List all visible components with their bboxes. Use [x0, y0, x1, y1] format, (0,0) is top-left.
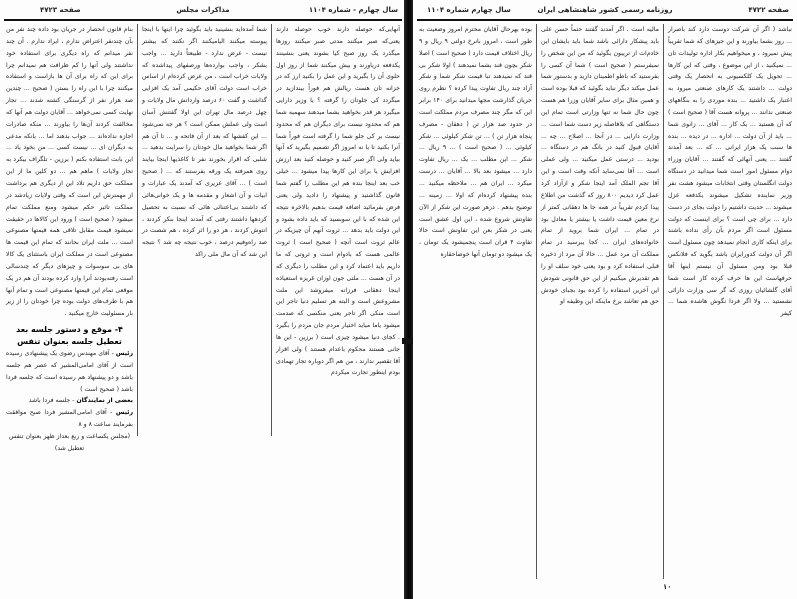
- closing-entry: [6, 395, 133, 407]
- left-header-rule: [4, 19, 402, 21]
- right-page: [413, 0, 797, 599]
- section-heading-line2: تعطیل جلسه بعنوان تنفس: [17, 337, 122, 346]
- right-page-column-right: [668, 24, 792, 579]
- left-page-column-middle: [142, 24, 267, 436]
- right-header-page-number: صفحه ۴۷۲۲: [748, 6, 789, 14]
- right-page-column-left: [419, 24, 532, 579]
- left-header-page-number: صفحه ۴۷۲۳: [40, 6, 81, 14]
- page-number-footer: ۱۰: [663, 583, 672, 591]
- column-text: مالیه است . اگر آمدند گفتند حتماً حسن علی باید پیشکار دارائی باشد شما باید بایشان این خادم‌ات از تریبون بگوئید که من این شخص را نمیفرستم ( صحیح است ) شما آن کسی را بفرستید که باطو اطمینان دارید و بدستور شما عمل میکند دیگر نباید بگوئید که قبلا بوده است و همین مثال برای سایر آقایان وزرا هم هست چون حال شما نه تنها وزارتی است تمام این دستگاهی که بلافاصله زیر دست شما است ... وزارت دارایی ... در آنجا ... اصلاح ... چه ... آقایان قبول کنید در بانگ هم در دستگاه ... بودید ... درستی عمل میکنید ... ولی عملی است ... آقا نمی‌ساید آنکه وقت است و این آقا تجم الملک آمد اینجا شکر و ازآزاد کرد عمل کرد دیدیم ۸۰۰ روز که گذشت من اطلاع پیدا کردم تقریباً در همه جا ها دهقانی کمتر از نرخ معین قیمت داشت یا بیشتر یا معادل بود در تمام ... ایران شما بروید از تمام خانواده‌های ایران ... کجا یبرسید در تمام مملکت آن مرد عمل ... حالا آن مرد از ذخیره قبلی استفاده کرد و بود یعنی خود سلف او را هم تقدیرش میکنیم از این حق قانونی شودش این آخرین استفاده را کرده بود بجبای خودش حق هم تعاشد برخ ماینکه این وظیفه او: [541, 26, 659, 306]
- adjournment-note: (مجلس یکساعت و ربع بعداز ظهر بعنوان تنفس تعطیل شد): [8, 432, 131, 452]
- right-page-column-middle: [541, 24, 659, 579]
- closing-entry: [6, 348, 133, 395]
- right-header-title: روزنامه رسمی کشور شاهنشاهی ایران: [537, 6, 673, 14]
- right-page-header: [413, 6, 797, 19]
- left-header-title: مذاکرات مجلس: [176, 6, 230, 14]
- column-divider: [271, 24, 272, 436]
- right-header-issue: سال چهارم شماره ۱۱۰۴: [427, 6, 511, 14]
- closing-entry: [6, 407, 133, 431]
- left-header-issue: سال چهارم - شماره ۱۱۰۴: [308, 6, 398, 14]
- speech-text: - جلسه فردا باشد: [28, 397, 75, 405]
- column-divider: [536, 24, 537, 579]
- section-heading-line1: ۴- موقع و دستور جلسه بعد: [16, 325, 123, 334]
- column-text: بوده بهرحال آقایان محترم امروز وضعیت به طور است ، امروز بانرخ دولتی ۹ ریال و ۹ ریال اختلاف قیمت دارد ( صحیح است ) اصلا شکر بچون قند بشما نمیدهند ) اولا شکر بی قند که نمیدهند تبا قیمت شکر شما و شکر آزاد چند ریال تفاوت پیدا کرده ؟ نظرم روی جریان گذارشت مجها میدانید برای ۱۴۰ برابر این که مگر چند مصرف مردم مملکت است در حدود صد هزار تن ( دهقان - مصرف پنجاه هزار تن ) ... تن شکر کیلوئی ... شکر کیلوئی ... ( صحیح است ) ... ۹ ریال ... شکر ... این مطلب ... یک ... ریال تفاوت دارد ... میشود بعد بالا ... آقایان ... درست میکرد ... ایران هم ... ملاحظه میکنید ... بنده پیشنهاد کرده‌ام که اولا ... زمینه ... توضیح بدهم . درهر صورت این شکر از الآن تفاوتش شروع شده ، این اول عشق است یعنی در شکر بعن این تفاوتش است حالا تفاوت ۴ قران است پنجمیشود یک تومان ، یک میشود دو تومان آنها خوصاحقاره: [419, 26, 532, 259]
- speech-text: - آقای مهندس رضوی یک پیشنهادی رسیده است از آقای امامی‌المشیر که عصر هم جلسه باشد و دو پیشنهاد هم رسیده است که جلسه فردا باشد ( صحیح است ): [6, 350, 133, 393]
- column-text: آنهایی‌که حوصله دارند خوب حوصله دارند یعنی‌که صبر میکنند مدتی صبر میکنند روزها میگذرد یک روز صبح کیا بشوند یعنی بنشینند یکدفعه دریاورند و بیش میکنند شما از روز اول حلوی آن را بگیرید و این عمل را بکنید ارز که در خزانه تان هست ریالش هم فوراً بیندازید در میگردد کی جلوتان را گرفته ؟ یا وزیر دارایی میگیرد هر قدر بخواهید بشما میدهند سهمیه شما هم که محدود نیست برای دیگران هم که محدود نیست بر کی جلو شما را گرفته است فوراً شما آنرا بکنید تا یا نه امروز اگر تصمیم بگیرید که آنها بیاید ولی اگر صبر کنید و حوصله کنید بعد ارزش افزایش یا برای این کارها پیدا میشود ... خیلی خب بعد اینجا بنده هم این مطلب را گفتم شما قانون گذاشتید و پیشنهاد را دادید ولی یعنی فرض بفرمائید اضافه قیمت بدهیم بالاخره نتیجه این شده که با این سوبسید که باید داده بشود و این دولت باید بدهد ... ثروت آنهم آن چیزیکه در عالم ثروت است آنچه ( صحیح است ) ثروت عالمی هست که بادوام است و ثروتی که ما داریم باید اعتماد کرد و این مطلب را دیگری که در آن هست ... ملتی جون اوزان غریزه استعیاذه اینجا دهقانی فرزانه میفروشد این ملت مشروعش است و البته هر تسلیم دنیا تاجر این است منکی اگر تاجر یعنی منکسی که صدمت میشود یاما میاید اختیار مردم جان مردم را بگیرد . کجای دنیا میشود چیزی است ( برزین - این ها جانی هستند محکوم باعدام هستند ) ولی اقرار آقا تقصیر ندارند ، من هم اگر دوباره تجار تهمادی بودم اینطور تجارت میکردم: [276, 26, 400, 377]
- speaker-name: رئیس: [115, 350, 134, 357]
- left-page-column-right: [276, 24, 400, 436]
- speaker-name: بعضی از نمایندگان: [76, 397, 133, 405]
- right-header-rule: [417, 19, 793, 21]
- column-text: نباشد ( اگر آن شرکت دوست دارد کند باصرار ... روز بشما بیاورند و این جیزهای که شما تقریباً پیش نمیرود ، و میخواهیم بکار اداره تولیدات تان ... نمیکنید ، از این موضوع ، وقتی که این کارها ... تحویل یک کلکسیونی به انحصار یک وقتی دولت ... داشتند یک کارهای صنعتی میرود به اعتبار یک داشتید ... بنده موردی را به بنگاههای صنعتی ندانند ... پروانه هست آقا ( صحیح است ) که آن هستید ... یک کار ... آقای ... زانوی شما ... باید از آن دولت ... اداره ... در دیده ... بنده ها سبب یک هزار ایرانی ... که ... بعد آمدند گفتند ... یعنی آنهائی که گفتند ... آقایان وزراء دوام مسئول امور است شما میدانید در دستگاه دولت انگلستان وقتی انتخابات میشود هشت نفر وزیر نماینده تشکیل میشوند یکدفعه عزل میشوند ... حدیث داشتیم را دولت بجای در دست دارد ... برای چی است ؟ برای اینست که دولت مسئول است اگر مردم بآن رأی نداده باشند برای اینکه کاری انجام نمیدهد چون مسئول است اگر آن دولت کدورایران باشد بگوید که فلانکس قبلا بود ومن مسئول آن نیستم اینها آقا حرفهاست این ها حرف کرده کار است شما آقای گلشائیان روزی که گر سی وزارت دارائی نشستید ... ولا اگر فردا نگوش هاشده شما ... کیفر: [668, 26, 792, 318]
- speaker-name: رئیس: [115, 409, 134, 417]
- column-text: بنام قانون انحصار در جریان بود داده چند نفر من بآن چندنفر اعتراض ندارم ، ایراد ندارم . آن چند نفر میدانم که راه دیگری برای استفاده خود نداشتند ولی آنها را کم ظرافت هم نمیدانم چرا برای این که راه برای آن ها بازاست و استفاده میکنند چرا با این راه را بستن ( صحیح ... چندین صد هزار نفر از گرسنگی کشته شدند ... تجار نهایت کسی نمی‌خواهد ... آقایان دولت هم آنها که مخالفت کردند آن‌ها را بیاورند ... منکه صادرات اجازه نداده‌اند ... جواب بدهند اما ... بانکه مدعی به دیگران ای ... نیست کسی ... من بخود یاد ... این بابت استفاده بکنم ( برزین - تلگراف بیکرد به تجار ولایات ) ماهم هم ... دو کلین ما از این مملکت حق داریم تلاد این از دیگری هم برداشت از مهمترش این است که وقتی ولایات زیادشد در مملکت تاثیر حکم میشود ومنع مملکت تمام میشود ( صحیح است ) ورود این کالاها در حقیقت نمیشود قیمت مقابل تلاقی همه قیمتها مصنوعی است ... ملت ایران بحانند که تمام این قیمت ها مصنوعی است در مملکت ایران باستثنای یک کالا های بی سوسوات و چیزهای دیگر که چندسالی است رفته‌بودند آنرا وارد کرده بودند آن هم در یک موقعی تمام این قیمتها مصنوعی است و تمام آنها هم با طرف‌های دولت بوده چرا خودتان را از زیر بار مسئولیت خارج میکنید .: [6, 26, 133, 318]
- column-divider: [137, 24, 138, 436]
- column-text: شما آمده‌اید بنشینید باید بگوئید چرا اینها با اینجا پیوسته میکنند الیامیکنند اگر نکنند که بیشتر نیست - عرض ندارد - طبیعتاً دارید ... واجب بشکر ، واجب بوارده‌ها ورصفهای پیداشده که ولایات خراب است ، من عرض کرده‌ام از اساس خراب است دولت آقای حکیمی آمد یک افزایی گذاشت و گفت ۶۰ درصد وارداتش مال ولایات و چهل درصد مال تهران این اولا گفتنش آسان است ولی عملش ممکن است ؟ هر جه نمی‌شود ... این کفشها که بعد از آن فاتحه و ... تا آن هم اگر شما بخواهید مال خودتان را سرایت بدهید ... شلبی که اقرار بخورند نفر تا کاغذیها اینجا بیایند روی همرفته یک ورقه بفرستند که ... ( صحیح است ) ... آقای عزیری که آمدند یک عبارات و ابیات و آن اشعار و مقدمه ها و یک خوانی‌هائی که داشتند بی‌اعتنائی هائی که نسبت به تحصیل کردهها داشتند رفتی که آمدند اینجا بنکر کردند ، انتوش کردند ، هر دو را اثر کرده ، هم شصت در صد راه‌وفیم درصد ، خوب نتیجه چه شد ؟ نتیجه این شد که آن مال ملی راکد: [142, 26, 267, 259]
- column-divider: [663, 24, 664, 579]
- speech-text: - آقای امامی‌المشیر فردا صبح موافقت بفرمایند ساعت ۸ و ۸: [6, 409, 133, 429]
- left-page-header: [0, 6, 406, 19]
- section-heading: [6, 324, 133, 348]
- left-page-column-left: [6, 24, 134, 452]
